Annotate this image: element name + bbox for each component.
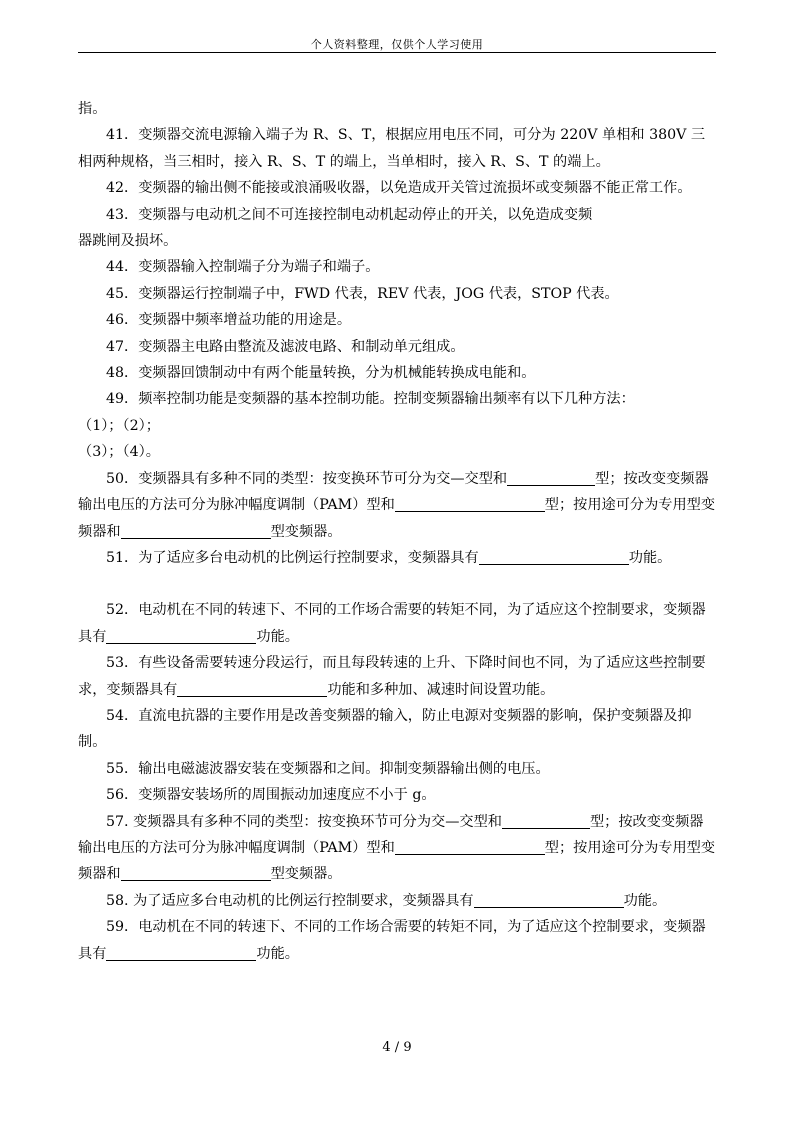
question-51-part-a: 51．为了适应多台电动机的比例运行控制要求，变频器具有 xyxy=(106,549,479,566)
fill-blank xyxy=(507,471,595,486)
question-52-part-b: 功能。 xyxy=(256,628,299,645)
question-48: 48．变频器回馈制动中有两个能量转换，分为机械能转换成电能和。 xyxy=(106,365,536,382)
question-46: 46．变频器中频率增益功能的用途是。 xyxy=(106,312,352,329)
question-57-part-b: 型；按改变变频器输出电压的方法可分为脉冲幅度调制（PAM）型和 xyxy=(78,813,704,856)
question-53 xyxy=(78,650,716,703)
question-59-part-a: 59．电动机在不同的转速下、不同的工作场合需要的转矩不同，为了适应这个控制要求，变频器具有 xyxy=(78,919,706,962)
page-number: 4 / 9 xyxy=(382,1040,412,1055)
question-49: 49．频率控制功能是变频器的基本控制功能。控制变频器输出频率有以下几种方法： xyxy=(106,391,635,408)
header-rule xyxy=(78,52,716,53)
question-55: 55．输出电磁滤波器安装在变频器和之间。抑制变频器输出侧的电压。 xyxy=(106,760,550,777)
question-59-part-b: 功能。 xyxy=(256,945,299,962)
question-41: 41．变频器交流电源输入端子为 R、S、T，根据应用电压不同，可分为 220V 单相和 380V 三相两种规格，当三相时，接入 R、S、T 的端上，当单相时，接入 R、S、T 的端上。 xyxy=(78,127,706,170)
page-header: 个人资料整理，仅供个人学习使用 xyxy=(310,38,484,51)
question-49-methods-1: （1）；（2）； xyxy=(78,417,160,434)
question-45: 45．变频器运行控制端子中，FWD 代表，REV 代表，JOG 代表，STOP 代表。 xyxy=(106,285,619,302)
fill-blank xyxy=(121,524,271,539)
fill-blank xyxy=(106,629,256,644)
question-58-part-a: 58. 为了适应多台电动机的比例运行控制要求，变频器具有 xyxy=(106,892,474,909)
fill-blank xyxy=(502,814,590,829)
question-56: 56．变频器安装场所的周围振动加速度应不小于 g。 xyxy=(106,787,436,804)
question-52-part-a: 52．电动机在不同的转速下、不同的工作场合需要的转矩不同，为了适应这个控制要求，变频器具有 xyxy=(78,602,706,645)
question-53-part-b: 功能和多种加、减速时间设置功能。 xyxy=(327,681,555,698)
fill-blank xyxy=(479,550,629,565)
fill-blank xyxy=(395,840,545,855)
question-50-part-a: 50．变频器具有多种不同的类型：按变换环节可分为交—交型和 xyxy=(106,470,508,487)
question-57-part-a: 57. 变频器具有多种不同的类型：按变换环节可分为交—交型和 xyxy=(106,813,502,830)
question-57-part-d: 型变频器。 xyxy=(270,866,342,883)
question-50-part-c: 型；按用途可分为专用型变频器和 xyxy=(78,497,716,540)
question-59 xyxy=(78,914,716,967)
question-52 xyxy=(78,597,716,650)
question-44: 44．变频器输入控制端子分为端子和端子。 xyxy=(106,259,380,276)
question-50-part-b: 型；按改变变频器输出电压的方法可分为脉冲幅度调制（PAM）型和 xyxy=(78,470,709,514)
spacer xyxy=(78,571,716,597)
question-58 xyxy=(78,888,716,914)
question-49-methods-2: （3）；（4）。 xyxy=(78,444,160,461)
question-54: 54．直流电抗器的主要作用是改善变频器的输入，防止电源对变频器的影响，保护变频器及抑制。 xyxy=(78,707,692,751)
question-43-line-1: 43．变频器与电动机之间不可连接控制电动机起动停止的开关，以免造成变频 xyxy=(106,206,593,223)
question-42: 42．变频器的输出侧不能接或浪涌吸收器，以免造成开关管过流损坏或变频器不能正常工作。 xyxy=(106,180,692,197)
question-57-part-c: 型；按用途可分为专用型变频器和 xyxy=(78,839,716,883)
fill-blank xyxy=(474,893,624,908)
question-51 xyxy=(78,545,716,571)
question-57 xyxy=(78,809,716,888)
question-51-part-b: 功能。 xyxy=(628,549,672,566)
paragraph-40-tail: 指。 xyxy=(78,101,107,117)
question-47: 47．变频器主电路由整流及滤波电路、和制动单元组成。 xyxy=(106,338,465,355)
question-53-part-a: 53．有些设备需要转速分段运行，而且每段转速的上升、下降时间也不同，为了适应这些控制要求，变频器具有 xyxy=(78,655,706,698)
fill-blank xyxy=(121,866,271,881)
question-50-part-d: 型变频器。 xyxy=(270,523,342,540)
fill-blank xyxy=(177,682,327,697)
question-58-part-b: 功能。 xyxy=(623,892,667,909)
question-50 xyxy=(78,466,716,545)
question-43-line-2: 器跳闸及损坏。 xyxy=(78,233,178,250)
document-body xyxy=(78,96,716,967)
fill-blank xyxy=(395,497,545,512)
fill-blank xyxy=(106,946,256,961)
